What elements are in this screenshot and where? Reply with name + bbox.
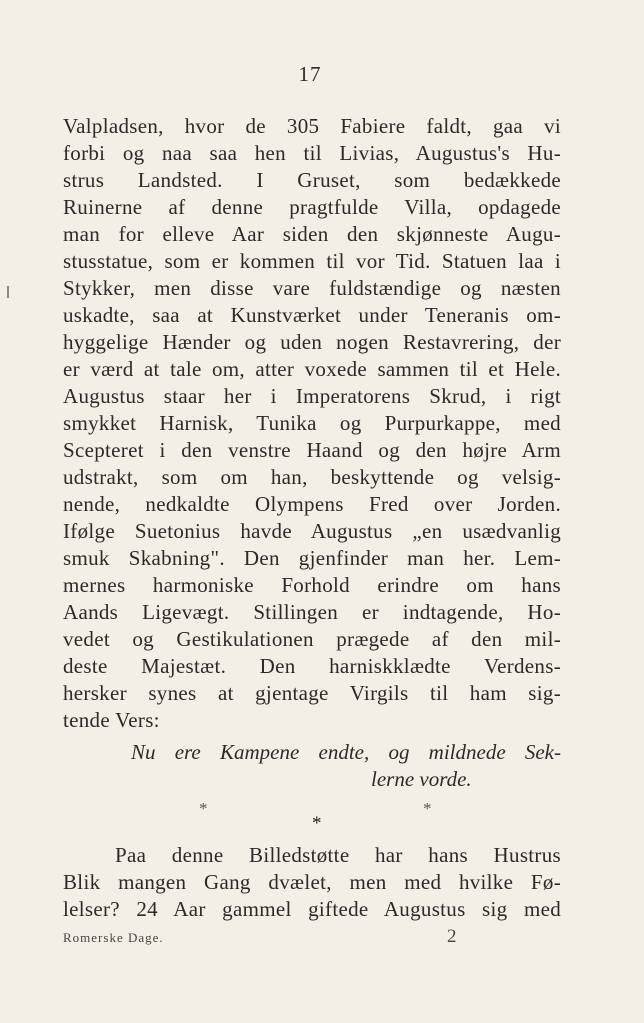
- text-line: lelser? 24 Aar gammel giftede Augustus sig med: [63, 897, 561, 921]
- verse-line: lerne vorde.: [371, 767, 472, 791]
- text-line: smykket Harnisk, Tunika og Purpurkappe, med: [63, 411, 561, 435]
- text-line: hyggelige Hænder og uden nogen Restavrering, der: [63, 330, 561, 354]
- text-line: hersker synes at gjentage Virgils til ham sig-: [63, 681, 561, 705]
- text-line: er værd at tale om, atter voxede sammen til et Hele.: [63, 357, 561, 381]
- text-line: Scepteret i den venstre Haand og den højre Arm: [63, 438, 561, 462]
- text-line: stusstatue, som er kommen til vor Tid. Statuen laa i: [63, 249, 561, 273]
- text-line: forbi og naa saa hen til Livias, Augustus's Hu-: [63, 141, 561, 165]
- text-line: Aands Ligevægt. Stillingen er indtagende, Ho-: [63, 600, 561, 624]
- signature-line: Romerske Dage.: [63, 930, 164, 945]
- text-line: nende, nedkaldte Olympens Fred over Jorden.: [63, 492, 561, 516]
- text-line: Augustus staar her i Imperatorens Skrud, i rigt: [63, 384, 561, 408]
- text-line: Ruinerne af denne pragtfulde Villa, opdagede: [63, 195, 561, 219]
- asterism-star: *: [423, 799, 432, 818]
- text-line: uskadte, saa at Kunstværket under Teneranis om-: [63, 303, 561, 327]
- paragraph: [63, 842, 561, 923]
- text-line: Blik mangen Gang dvælet, men med hvilke Fø-: [63, 870, 561, 894]
- text-line: Stykker, men disse vare fuldstændige og næsten: [63, 276, 561, 300]
- text-line: tende Vers:: [63, 708, 160, 732]
- asterism-star: *: [199, 799, 208, 818]
- page-number: 17: [298, 62, 322, 86]
- verse-line: Nu ere Kampene endte, og mildnede Sek-: [131, 740, 561, 764]
- text-line: Ifølge Suetonius havde Augustus „en usædvanlig: [63, 519, 561, 543]
- text-line: smuk Skabning". Den gjenfinder man her. Lem-: [63, 546, 561, 570]
- text-line: Paa denne Billedstøtte har hans Hustrus: [115, 843, 561, 867]
- signature-mark: 2: [447, 926, 457, 947]
- margin-mark: [7, 286, 9, 298]
- text-line: vedet og Gestikulationen prægede af den mil-: [63, 627, 561, 651]
- body-text: [63, 113, 561, 921]
- text-line: mernes harmoniske Forhold erindre om hans: [63, 573, 561, 597]
- text-line: man for elleve Aar siden den skjønneste Augu-: [63, 222, 561, 246]
- text-line: Valpladsen, hvor de 305 Fabiere faldt, gaa vi: [63, 114, 561, 138]
- text-line: udstrakt, som om han, beskyttende og velsig-: [63, 465, 561, 489]
- text-line: deste Majestæt. Den harniskklædte Verdens-: [63, 654, 561, 678]
- text-line: strus Landsted. I Gruset, som bedækkede: [63, 168, 561, 192]
- asterism-star: *: [312, 813, 322, 834]
